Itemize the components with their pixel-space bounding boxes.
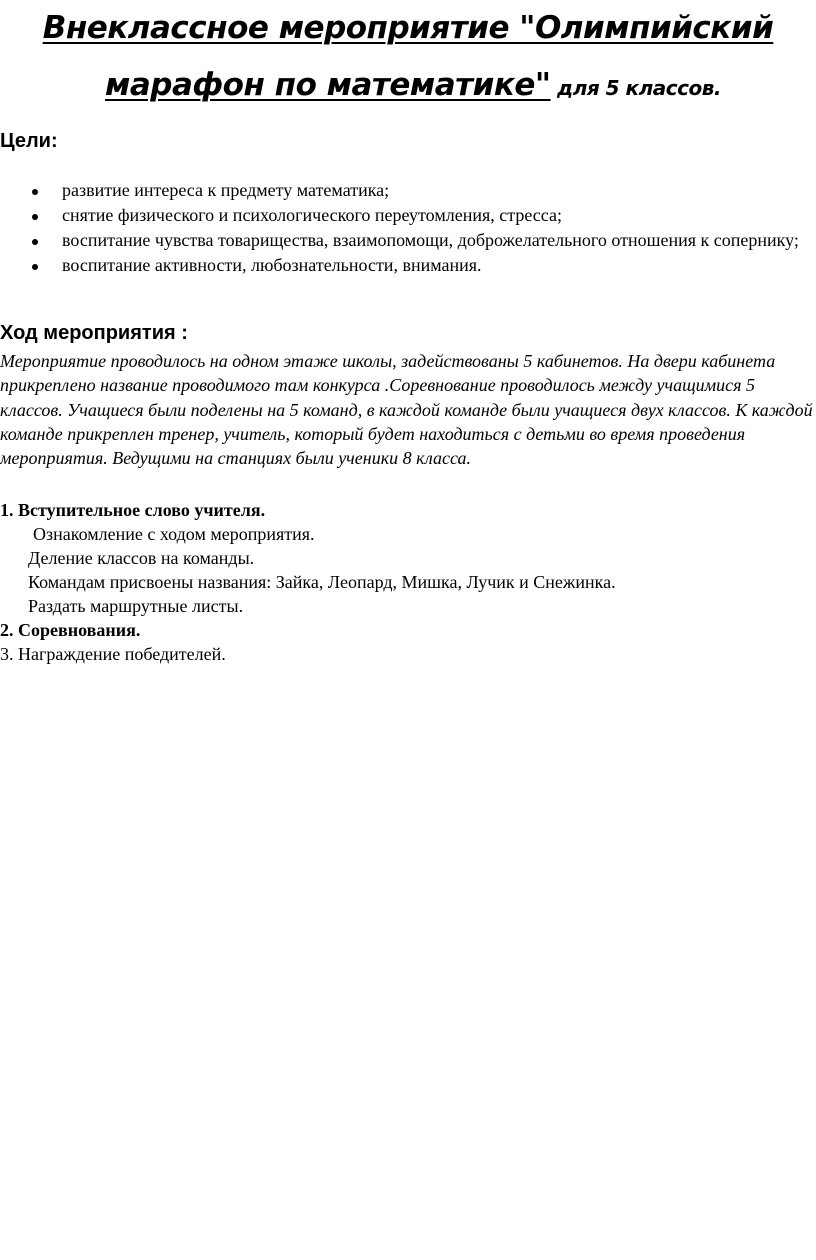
- goal-item-text: воспитание чувства товарищества, взаимопомощи, доброжелательного отношения к сопернику;: [62, 230, 799, 250]
- step-3-heading: 3. Награждение победителей.: [0, 644, 226, 664]
- step-1-item: Деление классов на команды.: [28, 548, 255, 568]
- document-title: [0, 2, 816, 116]
- bullet-icon: [32, 264, 38, 270]
- goals-list: [0, 178, 816, 278]
- title-suffix: для 5 классов.: [550, 76, 721, 100]
- bullet-icon: [32, 189, 38, 195]
- goal-item: [0, 253, 816, 278]
- step-2-heading: 2. Соревнования.: [0, 620, 141, 640]
- step-1-item: Раздать маршрутные листы.: [28, 596, 244, 616]
- title-line-2: марафон по математике": [105, 67, 551, 103]
- step-1-item: Командам присвоены названия: Зайка, Леопард, Мишка, Лучик и Снежинка.: [28, 572, 616, 592]
- goal-item: [0, 178, 816, 203]
- goal-item-text: воспитание активности, любознательности, внимания.: [62, 255, 482, 275]
- goal-item: [0, 203, 816, 228]
- goal-item: [0, 228, 816, 253]
- goal-item-text: снятие физического и психологического переутомления, стресса;: [62, 205, 562, 225]
- goals-heading: Цели:: [0, 130, 58, 152]
- goal-item-text: развитие интереса к предмету математика;: [62, 180, 390, 200]
- flow-heading: Ход мероприятия :: [0, 322, 188, 344]
- flow-description: Мероприятие проводилось на одном этаже школы, задействованы 5 кабинетов. На двери кабинета прикреплено название проводимого там конкурса .Соревнование проводилось между учащимися 5 классов. Учащиеся были поделены на 5 команд, в каждой команде были учащиеся двух классов. К каждой команде прикреплен тренер, учитель, который будет находиться с детьми во время проведения мероприятия. Ведущими на станциях были ученики 8 класса.: [0, 351, 813, 469]
- bullet-icon: [32, 239, 38, 245]
- step-1-heading: 1. Вступительное слово учителя.: [0, 500, 266, 520]
- title-line-1: Внеклассное мероприятие "Олимпийский: [42, 10, 774, 46]
- bullet-icon: [32, 214, 38, 220]
- step-1-item: Ознакомление с ходом мероприятия.: [33, 524, 315, 544]
